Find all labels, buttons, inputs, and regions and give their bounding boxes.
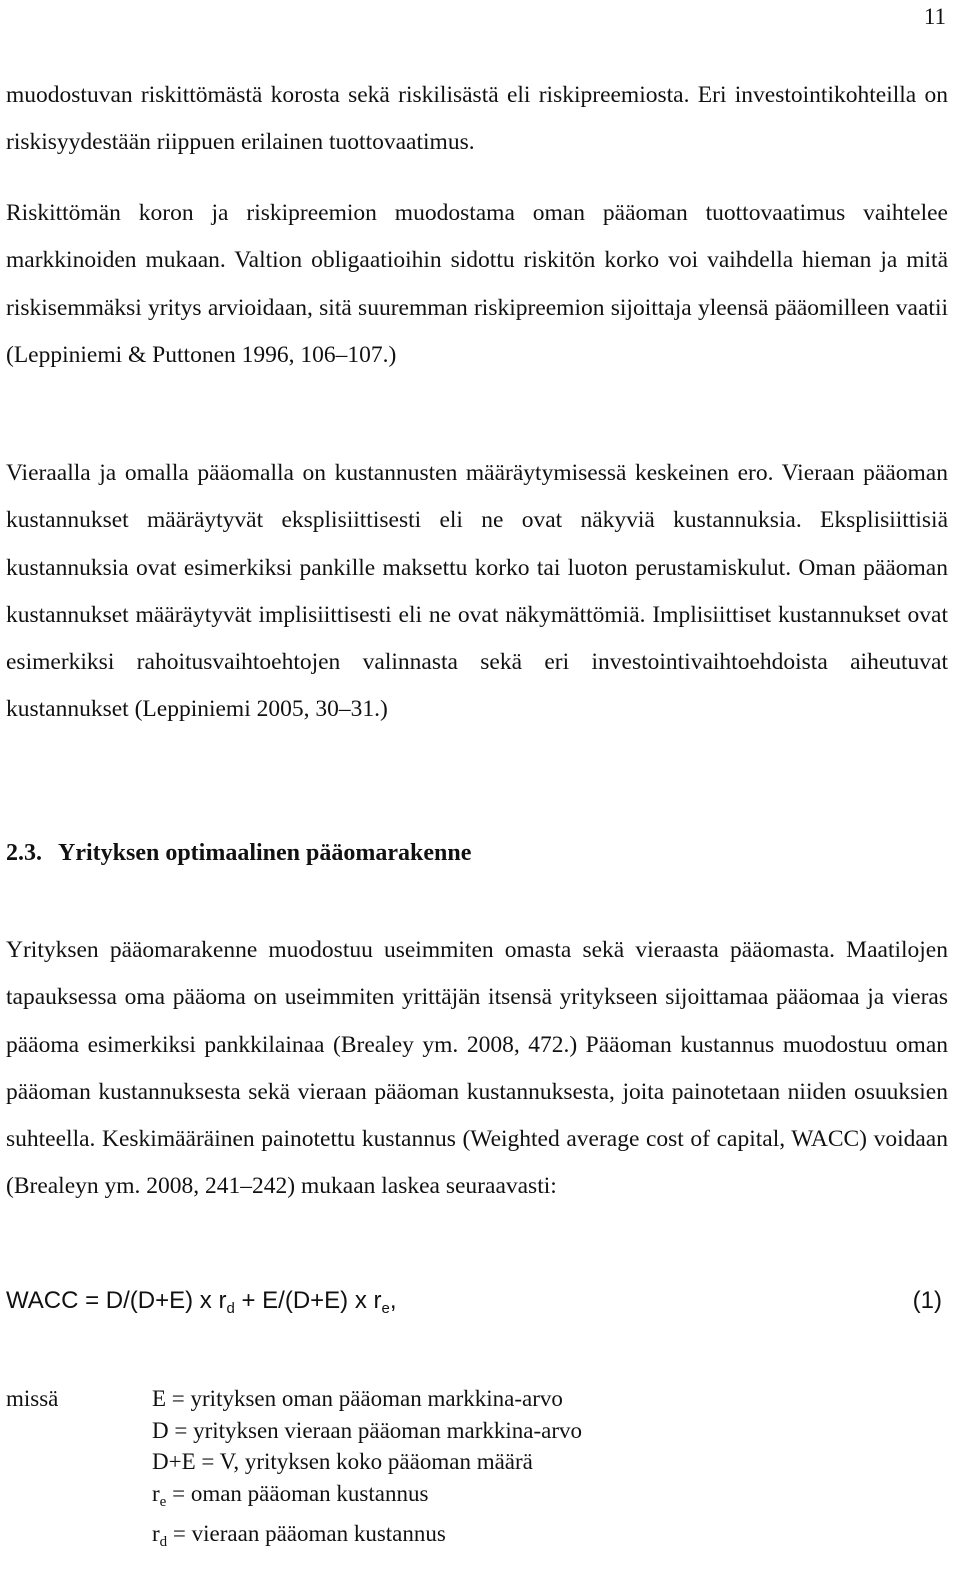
formula-part-2: + E/(D+E) x r bbox=[234, 1287, 382, 1314]
definition-subscript: d bbox=[159, 1534, 168, 1550]
definition-item bbox=[152, 1518, 582, 1559]
equation-number: (1) bbox=[912, 1287, 942, 1314]
definition-text: E = yrityksen oman pääoman markkina-arvo bbox=[152, 1386, 563, 1411]
definition-item bbox=[152, 1478, 582, 1519]
section-heading bbox=[6, 840, 471, 867]
formula-part-3: , bbox=[389, 1287, 397, 1314]
definition-text: D = yrityksen vieraan pääoman markkina-arvo bbox=[152, 1417, 583, 1443]
definition-symbol: r bbox=[152, 1521, 160, 1546]
formula-sub-d: d bbox=[226, 1300, 235, 1317]
formula-part-1: WACC = D/(D+E) x r bbox=[6, 1287, 227, 1314]
definition-item bbox=[152, 1415, 582, 1447]
definition-text: = vieraan pääoman kustannus bbox=[167, 1521, 446, 1546]
definition-item bbox=[152, 1383, 582, 1415]
paragraph-3: Vieraalla ja omalla pääomalla on kustannusten määräytymisessä keskeinen ero. Vieraan pääoman kustannukset määräytyvät eksplisiittisesti eli ne ovat näkyviä kustannuksia. Eksplisiittisiä kustannuksia ovat esimerkiksi pankille maksettu korko tai luoton perustamiskulut. Oman pääoman kustannukset määräytyvät implisiittisesti eli ne ovat näkymättömiä. Implisiittiset kustannukset ovat esimerkiksi rahoitusvaihtoehtojen valinnasta sekä eri investointivaihtoehdoista aiheutuvat kustannukset (Leppiniemi 2005, 30–31.) bbox=[6, 460, 948, 723]
wacc-formula bbox=[6, 1287, 942, 1317]
definitions-label: missä bbox=[6, 1386, 59, 1411]
section-title: Yrityksen optimaalinen pääomarakenne bbox=[58, 840, 472, 866]
paragraph-4: Yrityksen pääomarakenne muodostuu useimmiten omasta sekä vieraasta pääomasta. Maatilojen tapauksessa oma pääoma on useimmiten yrittäjän itsensä yritykseen sijoittamaa pääomaa ja vieras pääoma esimerkiksi pankkilainaa (Brealey ym. 2008, 472.) Pääoman kustannus muodostuu oman pääoman kustannuksesta sekä vieraan pääoman kustannuksesta, joita painotetaan niiden osuuksien suhteella. Keskimääräinen painotettu kustannus (Weighted average cost of capital, WACC) voidaan (Brealeyn ym. 2008, 241–242) mukaan laskea seuraavasti: bbox=[6, 937, 948, 1200]
section-number: 2.3. bbox=[6, 840, 42, 866]
definition-symbol: r bbox=[152, 1480, 160, 1506]
paragraph-1: muodostuvan riskittömästä korosta sekä riskilisästä eli riskipreemiosta. Eri investointikohteilla on riskisyydestään riippuen erilainen tuottovaatimus. bbox=[6, 82, 948, 156]
page-number: 11 bbox=[923, 4, 946, 29]
definitions-list bbox=[152, 1383, 582, 1559]
paragraph-2: Riskittömän koron ja riskipreemion muodostama oman pääoman tuottovaatimus vaihtelee markkinoiden mukaan. Valtion obligaatioihin sidottu riskitön korko voi vaihdella hieman ja mitä riskisemmäksi yritys arvioidaan, sitä suuremman riskipreemion sijoittaja yleensä pääomilleen vaatii (Leppiniemi & Puttonen 1996, 106–107.) bbox=[6, 200, 948, 368]
formula-text bbox=[6, 1287, 397, 1317]
formula-sub-e: e bbox=[381, 1300, 390, 1317]
definition-text: D+E = V, yrityksen koko pääoman määrä bbox=[152, 1449, 533, 1474]
definition-item bbox=[152, 1446, 582, 1478]
definition-subscript: e bbox=[159, 1493, 167, 1510]
definition-text: = oman pääoman kustannus bbox=[166, 1480, 429, 1506]
